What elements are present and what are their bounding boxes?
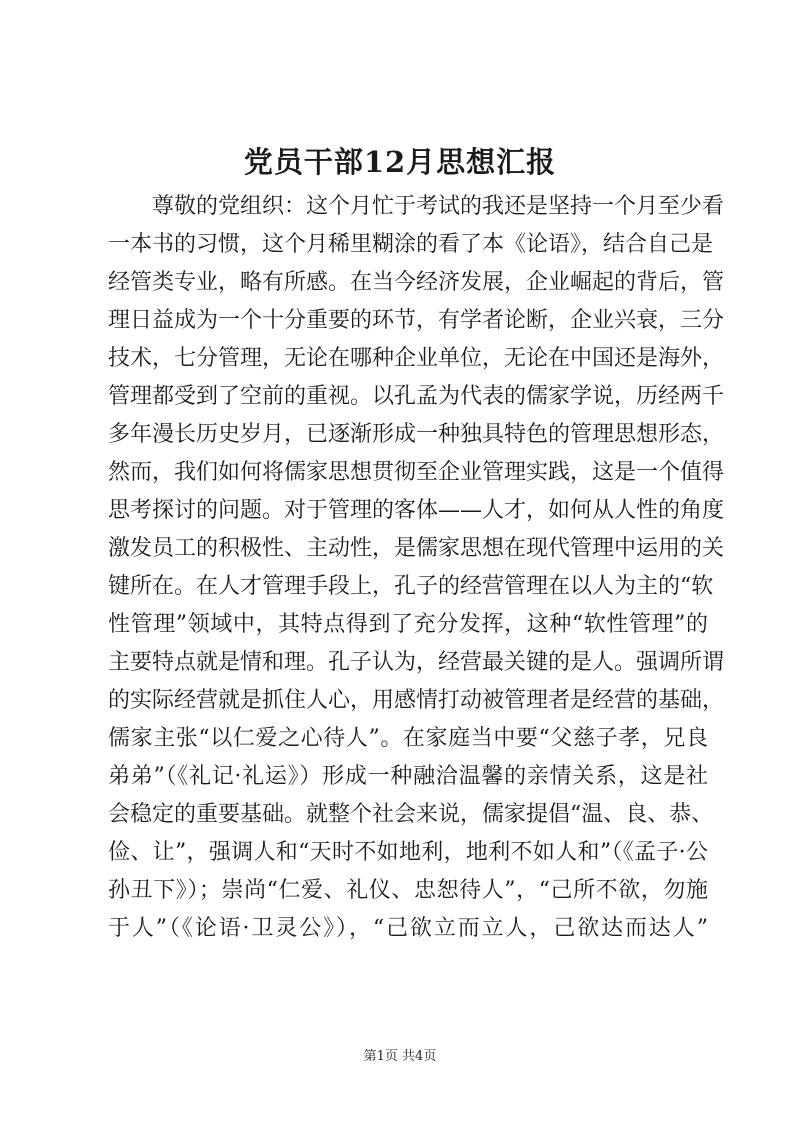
body-line: 键所在。在人才管理手段上，孔子的经营管理在以人为主的“软 bbox=[108, 574, 714, 599]
document-title: 党员干部12月思想汇报 bbox=[243, 145, 557, 179]
body-line: 经管类专业，略有所感。在当今经济发展，企业崛起的背后，管 bbox=[108, 270, 725, 295]
body-line: 会稳定的重要基础。就整个社会来说，儒家提倡“温、良、恭、 bbox=[108, 802, 714, 827]
body-line: 激发员工的积极性、主动性，是儒家思想在现代管理中运用的关 bbox=[108, 536, 725, 561]
body-line: 理日益成为一个十分重要的环节，有学者论断，企业兴衰，三分 bbox=[108, 308, 725, 333]
body-line: 于人”（《论语·卫灵公》），“己欲立而立人，己欲达而达人” bbox=[108, 916, 708, 941]
body-line: 多年漫长历史岁月，已逐渐形成一种独具特色的管理思想形态， bbox=[108, 422, 725, 447]
body-line: 俭、让”，强调人和“天时不如地利，地利不如人和”（《孟子·公 bbox=[108, 840, 708, 865]
body-line: 管理都受到了空前的重视。以孔孟为代表的儒家学说，历经两千 bbox=[108, 384, 725, 409]
body-line: 然而，我们如何将儒家思想贯彻至企业管理实践，这是一个值得 bbox=[108, 460, 725, 485]
body-line: 主要特点就是情和理。孔子认为，经营最关键的是人。强调所谓 bbox=[108, 650, 725, 675]
body-line: 技术，七分管理，无论在哪种企业单位，无论在中国还是海外， bbox=[108, 346, 725, 371]
body-line: 弟弟”（《礼记·礼运》）形成一种融洽温馨的亲情关系，这是社 bbox=[108, 764, 708, 789]
body-line: 思考探讨的问题。对于管理的客体——人才，如何从人性的角度 bbox=[108, 498, 725, 523]
body-line: 儒家主张“以仁爱之心待人”。在家庭当中要“父慈子孝，兄良 bbox=[108, 726, 708, 751]
body-line: 的实际经营就是抓住人心，用感情打动被管理者是经营的基础， bbox=[108, 688, 725, 713]
document-body bbox=[108, 188, 725, 948]
body-line: 孙丑下》）；崇尚“仁爱、礼仪、忠恕待人”，“己所不欲，勿施 bbox=[108, 878, 708, 903]
page-number-footer: 第1页 共4页 bbox=[363, 1049, 437, 1064]
body-line: 性管理”领域中，其特点得到了充分发挥，这种“软性管理”的 bbox=[108, 612, 708, 637]
body-line: 一本书的习惯，这个月稀里糊涂的看了本《论语》，结合自己是 bbox=[108, 232, 714, 257]
body-line: 尊敬的党组织：这个月忙于考试的我还是坚持一个月至少看 bbox=[152, 194, 725, 219]
